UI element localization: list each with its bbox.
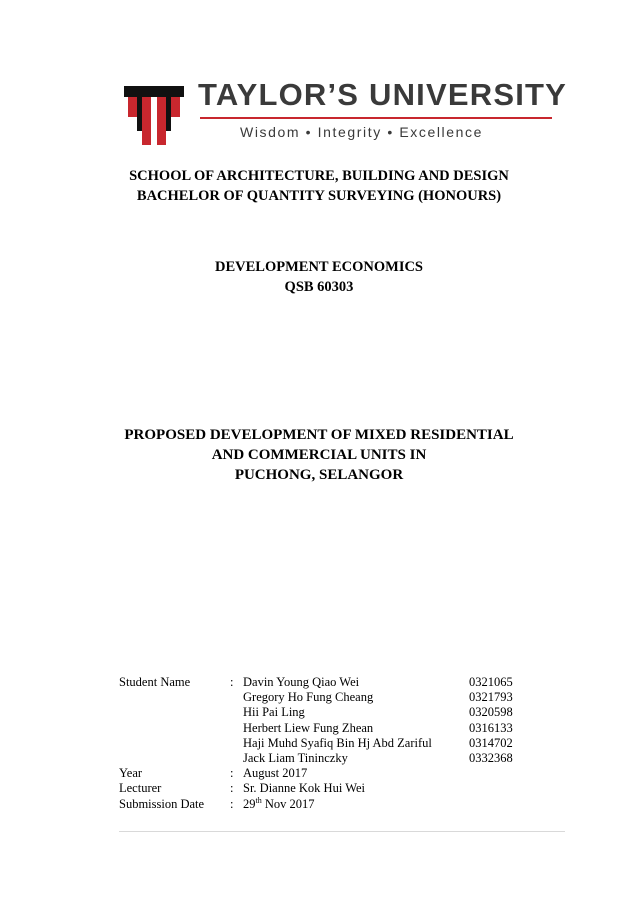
student-id: 0316133 — [469, 720, 513, 735]
university-wordmark: TAYLOR’S UNIVERSITY — [198, 77, 568, 112]
submission-date-label: Submission Date — [119, 796, 205, 811]
lecturer-label: Lecturer — [119, 781, 162, 796]
course-code: QSB 60303 — [284, 279, 354, 295]
student-id: 0332368 — [469, 750, 513, 765]
student-name: Hii Pai Ling — [243, 705, 305, 720]
student-name: Gregory Ho Fung Cheang — [243, 690, 374, 705]
student-name: Jack Liam Tininczky — [243, 750, 348, 765]
student-id: 0321793 — [469, 690, 513, 705]
student-id: 0320598 — [469, 705, 513, 720]
submission-month-year: Nov 2017 — [261, 796, 315, 811]
student-name: Herbert Liew Fung Zhean — [243, 720, 374, 735]
project-title-line: PROPOSED DEVELOPMENT OF MIXED RESIDENTIAL — [124, 427, 514, 443]
project-title-line: PUCHONG, SELANGOR — [234, 467, 404, 483]
student-id: 0314702 — [469, 735, 513, 750]
lecturer-value: Sr. Dianne Kok Hui Wei — [243, 781, 366, 796]
course-heading — [0, 257, 638, 297]
separator-colon: : — [230, 781, 234, 796]
separator-colon: : — [230, 796, 234, 811]
footer-divider — [119, 831, 565, 832]
submission-day: 29 — [243, 796, 256, 811]
student-id: 0321065 — [469, 675, 513, 689]
school-heading — [0, 166, 638, 206]
taylors-crest-icon — [124, 82, 184, 150]
school-name: SCHOOL OF ARCHITECTURE, BUILDING AND DESIGN — [129, 168, 509, 184]
university-logo — [124, 76, 568, 152]
course-name: DEVELOPMENT ECONOMICS — [215, 259, 423, 275]
university-tagline: Wisdom • Integrity • Excellence — [240, 124, 484, 140]
year-value: August 2017 — [243, 766, 308, 781]
student-name-label: Student Name — [119, 675, 191, 689]
separator-colon: : — [230, 675, 234, 689]
submission-date-value — [243, 797, 315, 812]
student-name: Haji Muhd Syafiq Bin Hj Abd Zariful — [243, 735, 432, 750]
project-title-line: AND COMMERCIAL UNITS IN — [211, 447, 427, 463]
programme-name: BACHELOR OF QUANTITY SURVEYING (HONOURS) — [136, 188, 502, 204]
student-name: Davin Young Qiao Wei — [243, 675, 360, 689]
year-label: Year — [119, 766, 143, 781]
day-suffix: th — [255, 795, 262, 805]
logo-divider — [200, 117, 552, 119]
project-title — [0, 425, 638, 485]
separator-colon: : — [230, 766, 234, 781]
